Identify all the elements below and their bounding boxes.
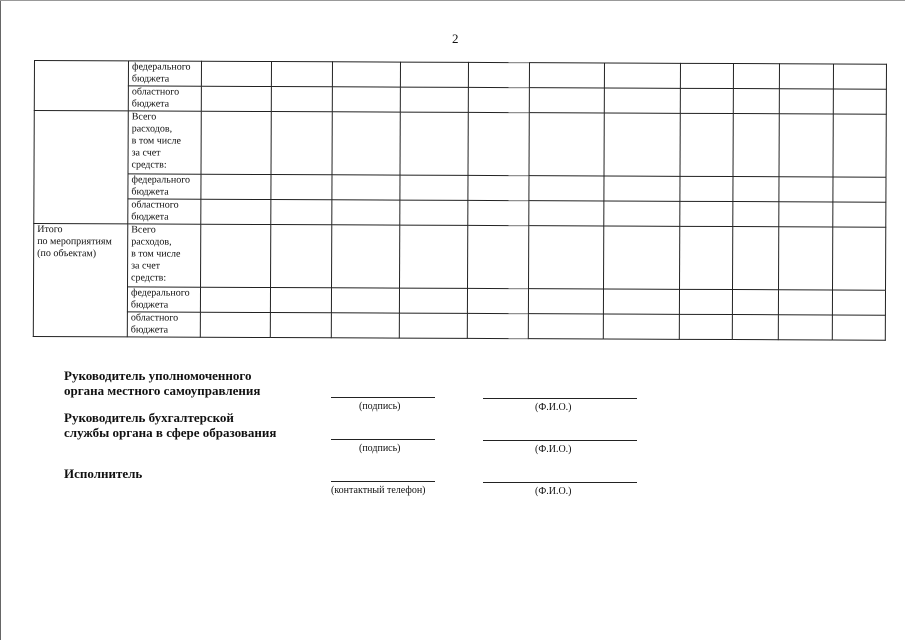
- head-official-label: Руководитель уполномоченного органа местного самоуправления: [64, 368, 261, 398]
- page-edge-top: [0, 0, 905, 1]
- data-cell: [332, 62, 400, 87]
- data-cell: [779, 64, 833, 89]
- head-signature-line: [331, 397, 435, 398]
- data-cell: [680, 226, 733, 289]
- data-cell: [468, 112, 529, 175]
- data-cell: [604, 63, 680, 88]
- data-cell: [529, 113, 604, 176]
- expense-table: [33, 60, 887, 341]
- data-cell: [833, 114, 886, 177]
- head-name-line: [483, 398, 637, 399]
- data-cell: [332, 200, 400, 225]
- data-cell: [271, 200, 332, 225]
- data-cell: [400, 62, 468, 87]
- data-cell: [732, 290, 778, 315]
- data-cell: [779, 202, 833, 227]
- data-cell: [778, 315, 832, 340]
- data-cell: [733, 177, 779, 202]
- head-signature-caption: (подпись): [359, 401, 401, 412]
- data-cell: [467, 288, 528, 313]
- row-label-total: Всего расходов, в том числе за счет средств:: [128, 111, 201, 174]
- data-cell: [604, 88, 680, 113]
- data-cell: [679, 289, 732, 314]
- accounting-signature-caption: (подпись): [359, 443, 401, 454]
- data-cell: [200, 287, 270, 312]
- data-cell: [528, 314, 603, 339]
- data-cell: [680, 201, 733, 226]
- data-cell: [400, 112, 468, 175]
- row-label-regional: областного бюджета: [128, 86, 201, 111]
- activity-cell: [34, 111, 128, 224]
- page-number: 2: [452, 31, 459, 46]
- data-cell: [680, 113, 733, 176]
- data-cell: [529, 176, 604, 201]
- data-cell: [271, 62, 332, 87]
- data-cell: [271, 175, 332, 200]
- data-cell: [201, 111, 271, 174]
- data-cell: [271, 225, 332, 288]
- data-cell: [832, 290, 885, 315]
- data-cell: [400, 225, 468, 288]
- head-name-caption: (Ф.И.О.): [535, 402, 572, 413]
- data-cell: [529, 63, 604, 88]
- data-cell: [201, 174, 271, 199]
- executor-phone-caption: (контактный телефон): [331, 485, 426, 496]
- accounting-signature-line: [331, 439, 435, 440]
- data-cell: [833, 89, 886, 114]
- data-cell: [271, 112, 332, 175]
- data-cell: [529, 201, 604, 226]
- data-cell: [733, 227, 779, 290]
- table-row: [33, 287, 885, 316]
- data-cell: [680, 176, 733, 201]
- data-cell: [201, 224, 271, 287]
- data-cell: [680, 88, 733, 113]
- data-cell: [468, 62, 529, 87]
- data-cell: [467, 313, 528, 338]
- row-label-regional: областного бюджета: [127, 312, 200, 337]
- data-cell: [604, 176, 680, 201]
- table-row: [34, 86, 886, 115]
- data-cell: [529, 88, 604, 113]
- data-cell: [529, 226, 604, 289]
- data-cell: [270, 288, 331, 313]
- data-cell: [732, 315, 778, 340]
- data-cell: [603, 289, 679, 314]
- data-cell: [332, 87, 400, 112]
- data-cell: [332, 112, 400, 175]
- data-cell: [833, 227, 886, 290]
- data-cell: [733, 89, 779, 114]
- data-cell: [733, 114, 779, 177]
- row-label-federal: федерального бюджета: [128, 174, 201, 199]
- data-cell: [399, 313, 467, 338]
- table-row: [34, 174, 886, 203]
- data-cell: [400, 87, 468, 112]
- table-row: [34, 224, 886, 291]
- table-row: [34, 61, 886, 90]
- data-cell: [331, 288, 399, 313]
- executor-name-line: [483, 482, 637, 483]
- activity-cell: [34, 61, 128, 111]
- data-cell: [201, 199, 271, 224]
- data-cell: [779, 227, 833, 290]
- data-cell: [399, 288, 467, 313]
- data-cell: [201, 61, 271, 86]
- data-cell: [779, 177, 833, 202]
- data-cell: [778, 290, 832, 315]
- executor-name-caption: (Ф.И.О.): [535, 486, 572, 497]
- data-cell: [201, 86, 271, 111]
- data-cell: [400, 175, 468, 200]
- data-cell: [604, 201, 680, 226]
- executor-label: Исполнитель: [64, 466, 143, 481]
- row-label-regional: областного бюджета: [128, 199, 201, 224]
- data-cell: [679, 314, 732, 339]
- itogo-label-cell: Итого по мероприятиям (по объектам): [33, 224, 127, 337]
- data-cell: [832, 315, 885, 340]
- data-cell: [200, 312, 270, 337]
- data-cell: [468, 175, 529, 200]
- data-cell: [528, 289, 603, 314]
- data-cell: [468, 225, 529, 288]
- data-cell: [833, 64, 886, 89]
- data-cell: [468, 87, 529, 112]
- row-label-federal: федерального бюджета: [127, 287, 200, 312]
- data-cell: [733, 64, 779, 89]
- row-label-total: Всего расходов, в том числе за счет средств:: [128, 224, 201, 287]
- row-label-federal: федерального бюджета: [128, 61, 201, 86]
- data-cell: [332, 225, 400, 288]
- data-cell: [833, 202, 886, 227]
- data-cell: [833, 177, 886, 202]
- table-row: [33, 311, 885, 340]
- data-cell: [400, 200, 468, 225]
- executor-phone-line: [331, 481, 435, 482]
- data-cell: [604, 226, 680, 289]
- data-cell: [270, 313, 331, 338]
- page-edge-left: [0, 0, 1, 640]
- data-cell: [680, 63, 733, 88]
- data-cell: [733, 202, 779, 227]
- data-cell: [271, 87, 332, 112]
- table-row: [34, 199, 886, 228]
- data-cell: [779, 89, 833, 114]
- accounting-name-line: [483, 440, 637, 441]
- table-row: [34, 111, 886, 178]
- data-cell: [604, 113, 680, 176]
- data-cell: [779, 114, 833, 177]
- data-cell: [331, 313, 399, 338]
- data-cell: [603, 314, 679, 339]
- data-cell: [332, 175, 400, 200]
- data-cell: [468, 200, 529, 225]
- accounting-name-caption: (Ф.И.О.): [535, 444, 572, 455]
- accounting-head-label: Руководитель бухгалтерской службы органа в сфере образования: [64, 410, 277, 440]
